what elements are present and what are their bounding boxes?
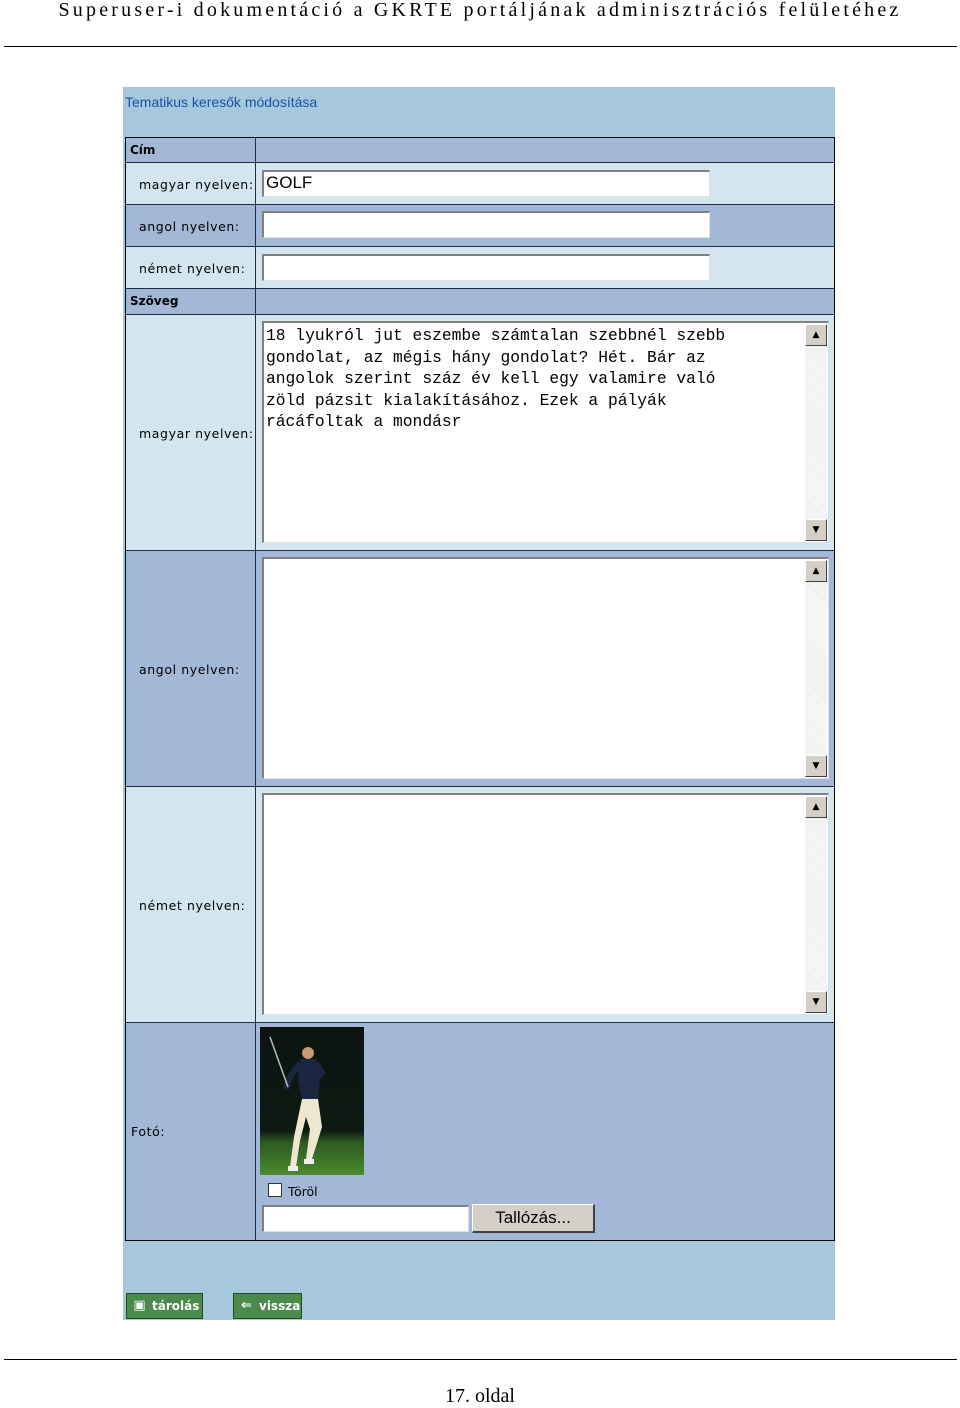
text-german-scrollbar[interactable] — [805, 796, 827, 1013]
scroll-down-arrow-icon[interactable]: ▼ — [805, 755, 827, 777]
scroll-down-arrow-icon[interactable]: ▼ — [805, 519, 827, 541]
scroll-up-arrow-icon[interactable]: ▲ — [805, 324, 827, 346]
edit-form — [125, 137, 835, 1241]
footer-divider — [4, 1359, 957, 1360]
back-button[interactable] — [233, 1293, 302, 1319]
text-german-row — [126, 787, 834, 1023]
text-hungarian-row — [126, 315, 834, 551]
title-section-label: Cím — [130, 143, 156, 157]
photo-row — [126, 1023, 834, 1240]
text-hungarian-content[interactable]: 18 lyukról jut eszembe számtalan szebbnél szebb gondolat, az mégis hány gondolat? Hét. Bár az angolok szerint száz év kell egy valamire való zöld pázsit kialakításához. Ezek a pályák rácáfoltak a mondásr — [266, 326, 726, 432]
scroll-up-arrow-icon[interactable]: ▲ — [805, 796, 827, 818]
title-hungarian-label: magyar nyelven: — [139, 177, 254, 192]
text-hungarian-textarea[interactable] — [262, 321, 829, 543]
text-hungarian-scrollbar[interactable] — [805, 324, 827, 541]
save-button-label: tárolás — [152, 1299, 200, 1313]
title-hungarian-row — [126, 163, 834, 205]
text-english-textarea[interactable] — [262, 557, 829, 779]
back-button-label: vissza — [259, 1299, 301, 1313]
title-german-input[interactable] — [262, 254, 710, 281]
golfer-photo — [260, 1027, 364, 1175]
text-hungarian-label: magyar nyelven: — [139, 426, 254, 441]
page-number: 17. oldal — [445, 1385, 515, 1407]
title-english-input[interactable] — [262, 211, 710, 238]
document-header: Superuser-i dokumentáció a GKRTE portáljának adminisztrációs felületéhez — [58, 0, 902, 21]
photo-label: Fotó: — [131, 1124, 166, 1139]
title-section-header — [126, 138, 834, 163]
back-arrow-icon: ⇐ — [241, 1298, 252, 1313]
title-hungarian-input[interactable]: GOLF — [262, 170, 710, 197]
text-english-content[interactable] — [266, 561, 802, 778]
text-german-content[interactable] — [266, 797, 802, 1014]
save-button[interactable] — [126, 1293, 203, 1319]
text-english-row — [126, 551, 834, 787]
title-german-row — [126, 247, 834, 289]
header-divider — [4, 46, 957, 47]
text-english-scrollbar[interactable] — [805, 560, 827, 777]
photo-file-input[interactable] — [262, 1205, 469, 1232]
text-english-label: angol nyelven: — [139, 662, 240, 677]
golfer-image — [260, 1027, 364, 1175]
browse-button[interactable]: Tallózás... — [472, 1204, 595, 1233]
title-english-label: angol nyelven: — [139, 219, 240, 234]
panel-title: Tematikus keresők módosítása — [125, 94, 318, 110]
text-section-header — [126, 289, 834, 315]
title-english-row — [126, 205, 834, 247]
delete-photo-label: Töröl — [288, 1184, 318, 1199]
scroll-up-arrow-icon[interactable]: ▲ — [805, 560, 827, 582]
scroll-down-arrow-icon[interactable]: ▼ — [805, 991, 827, 1013]
delete-photo-checkbox[interactable] — [268, 1183, 282, 1197]
text-section-label: Szöveg — [130, 294, 179, 308]
text-german-label: német nyelven: — [139, 898, 246, 913]
title-german-label: német nyelven: — [139, 261, 246, 276]
text-german-textarea[interactable] — [262, 793, 829, 1015]
floppy-disk-icon: ▣ — [133, 1298, 146, 1313]
